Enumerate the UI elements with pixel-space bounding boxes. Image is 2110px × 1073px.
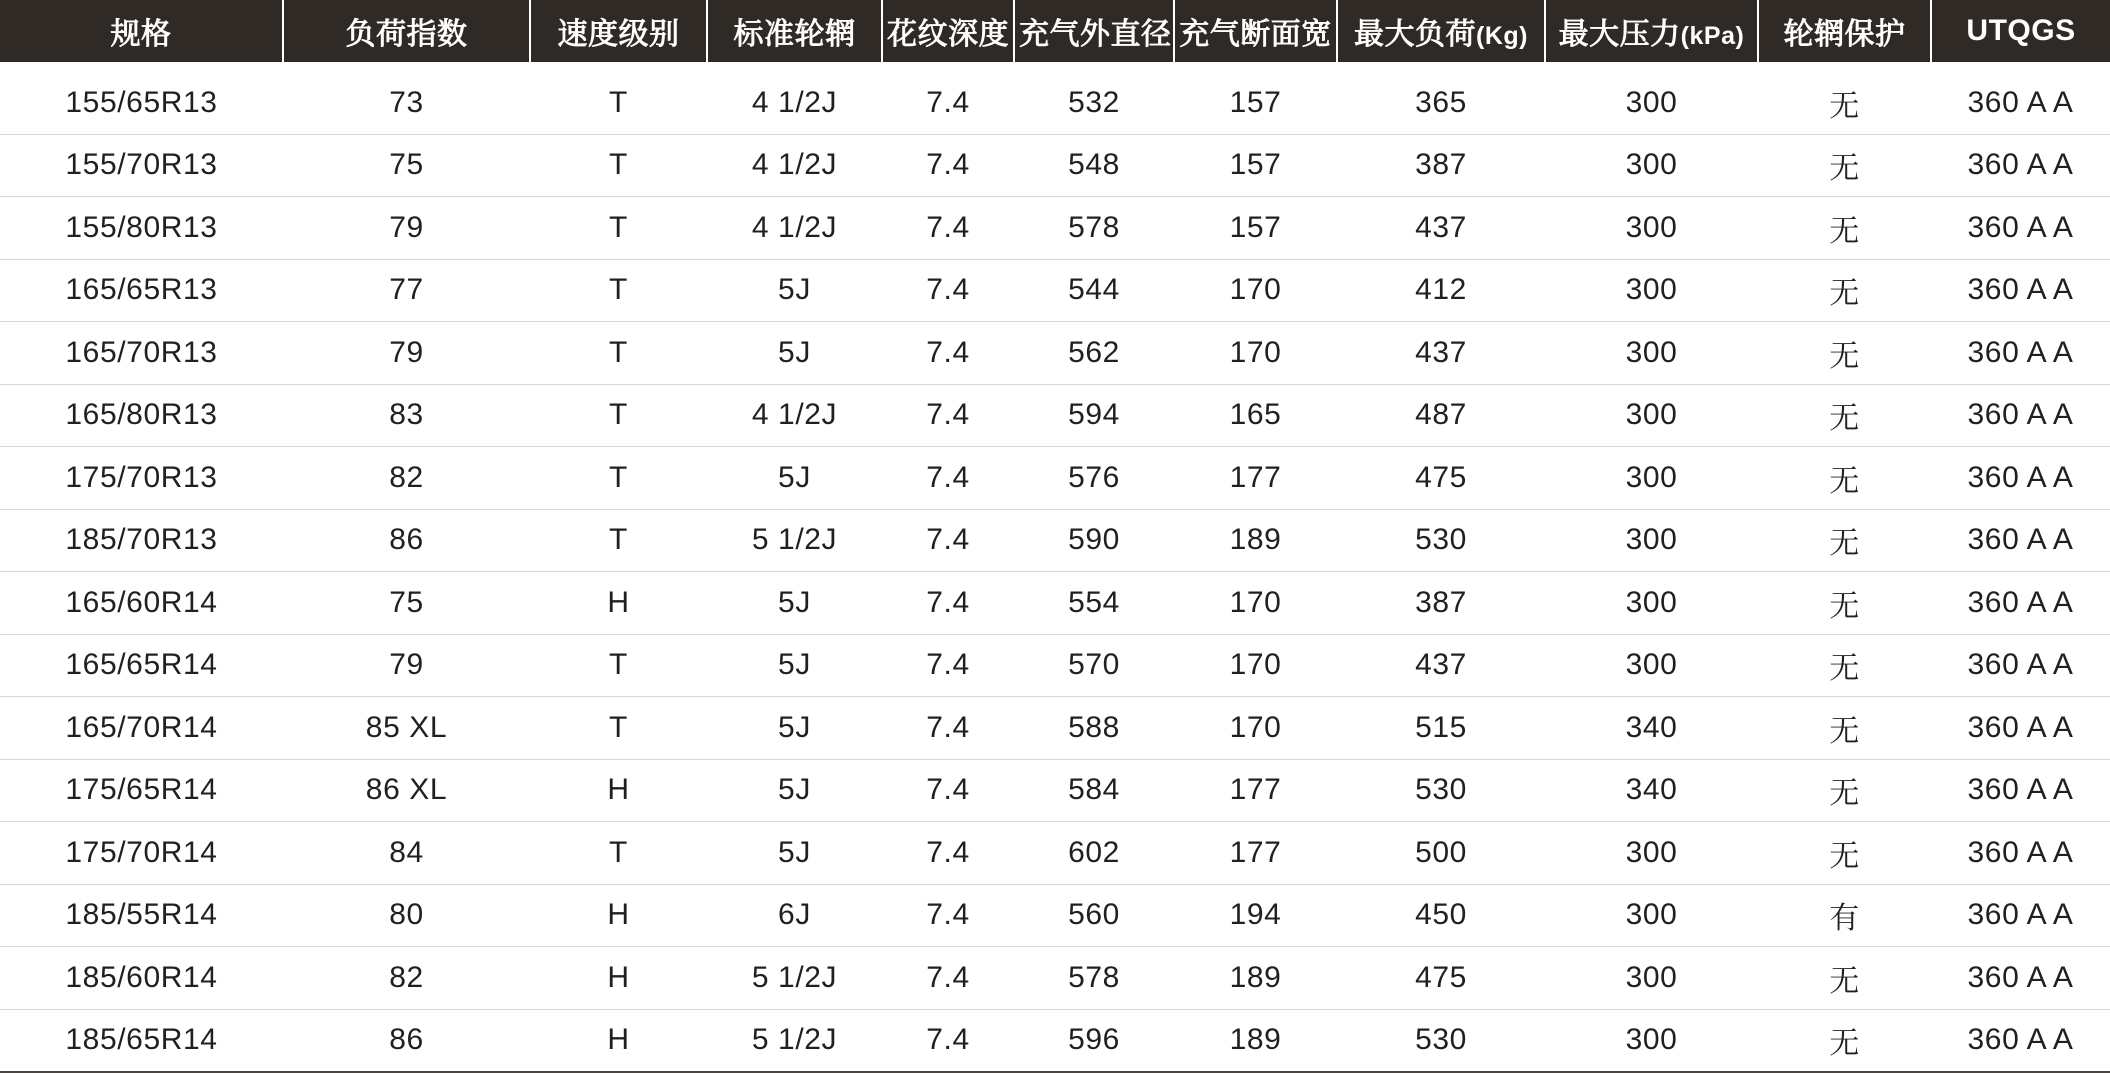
- table-cell: 300: [1545, 259, 1758, 322]
- table-cell: 532: [1014, 72, 1174, 134]
- table-cell: 无: [1758, 509, 1931, 572]
- table-cell: 300: [1545, 822, 1758, 885]
- table-cell: 170: [1174, 697, 1337, 760]
- table-cell: 450: [1337, 884, 1545, 947]
- table-cell: 554: [1014, 572, 1174, 635]
- table-cell: 487: [1337, 384, 1545, 447]
- table-cell: 594: [1014, 384, 1174, 447]
- table-cell: 300: [1545, 884, 1758, 947]
- column-header-label: 速度级别: [557, 18, 680, 51]
- table-cell: 85 XL: [283, 697, 530, 760]
- column-header-0: [0, 0, 283, 62]
- table-row: [0, 697, 2110, 760]
- table-cell: 360 A A: [1931, 259, 2110, 322]
- column-header-label: 花纹深度: [887, 18, 1009, 51]
- table-cell: 602: [1014, 822, 1174, 885]
- table-cell: 7.4: [882, 634, 1014, 697]
- table-cell: 4 1/2J: [707, 384, 882, 447]
- table-cell: T: [530, 697, 707, 760]
- table-cell: 570: [1014, 634, 1174, 697]
- table-cell: 7.4: [882, 697, 1014, 760]
- table-spacer-cell: [0, 62, 283, 72]
- table-spacer-cell: [530, 62, 707, 72]
- table-cell: 5J: [707, 697, 882, 760]
- table-cell: 548: [1014, 134, 1174, 197]
- table-cell: 300: [1545, 572, 1758, 635]
- table-cell: 7.4: [882, 759, 1014, 822]
- table-cell: 360 A A: [1931, 759, 2110, 822]
- table-cell: 300: [1545, 322, 1758, 385]
- table-cell: 360 A A: [1931, 384, 2110, 447]
- table-cell: H: [530, 1009, 707, 1072]
- table-cell: 157: [1174, 134, 1337, 197]
- table-cell: H: [530, 759, 707, 822]
- column-header-label: 充气断面宽: [1179, 18, 1332, 51]
- table-cell: 185/70R13: [0, 509, 283, 572]
- table-cell: 562: [1014, 322, 1174, 385]
- table-cell: 530: [1337, 1009, 1545, 1072]
- table-cell: 300: [1545, 947, 1758, 1010]
- table-cell: 300: [1545, 447, 1758, 510]
- table-cell: 185/60R14: [0, 947, 283, 1010]
- table-cell: 155/70R13: [0, 134, 283, 197]
- table-cell: 360 A A: [1931, 72, 2110, 134]
- table-cell: 7.4: [882, 447, 1014, 510]
- table-cell: 300: [1545, 384, 1758, 447]
- table-cell: 300: [1545, 197, 1758, 260]
- table-cell: 588: [1014, 697, 1174, 760]
- table-cell: 75: [283, 134, 530, 197]
- table-cell: 7.4: [882, 134, 1014, 197]
- table-cell: 500: [1337, 822, 1545, 885]
- table-cell: 7.4: [882, 884, 1014, 947]
- table-cell: 360 A A: [1931, 134, 2110, 197]
- table-cell: 155/80R13: [0, 197, 283, 260]
- table-cell: 437: [1337, 322, 1545, 385]
- table-cell: 300: [1545, 634, 1758, 697]
- table-cell: H: [530, 947, 707, 1010]
- column-header-unit: (kPa): [1680, 22, 1745, 50]
- column-header-unit: (Kg): [1476, 22, 1528, 50]
- column-header-label: 规格: [110, 18, 172, 51]
- table-row: [0, 759, 2110, 822]
- table-cell: 590: [1014, 509, 1174, 572]
- table-cell: 387: [1337, 572, 1545, 635]
- table-cell: 无: [1758, 572, 1931, 635]
- table-cell: 165/80R13: [0, 384, 283, 447]
- table-cell: 177: [1174, 759, 1337, 822]
- table-cell: 189: [1174, 947, 1337, 1010]
- table-cell: 194: [1174, 884, 1337, 947]
- table-cell: 5J: [707, 259, 882, 322]
- table-cell: 7.4: [882, 947, 1014, 1010]
- table-cell: 175/70R13: [0, 447, 283, 510]
- table-cell: 340: [1545, 697, 1758, 760]
- table-row: [0, 947, 2110, 1010]
- table-spacer-cell: [1337, 62, 1545, 72]
- table-cell: 4 1/2J: [707, 72, 882, 134]
- table-cell: 360 A A: [1931, 947, 2110, 1010]
- table-cell: T: [530, 822, 707, 885]
- table-cell: 无: [1758, 447, 1931, 510]
- column-header-label: 标准轮辋: [733, 18, 856, 51]
- table-cell: 530: [1337, 759, 1545, 822]
- table-cell: 175/70R14: [0, 822, 283, 885]
- table-cell: 7.4: [882, 572, 1014, 635]
- table-spacer-row: [0, 62, 2110, 72]
- table-cell: 73: [283, 72, 530, 134]
- table-row: [0, 134, 2110, 197]
- table-cell: 360 A A: [1931, 197, 2110, 260]
- table-cell: 155/65R13: [0, 72, 283, 134]
- table-cell: T: [530, 509, 707, 572]
- table-cell: 300: [1545, 72, 1758, 134]
- table-cell: 300: [1545, 134, 1758, 197]
- column-header-4: [882, 0, 1014, 62]
- table-cell: T: [530, 197, 707, 260]
- table-cell: 86: [283, 1009, 530, 1072]
- table-cell: 80: [283, 884, 530, 947]
- table-spacer-cell: [1545, 62, 1758, 72]
- table-cell: 185/55R14: [0, 884, 283, 947]
- table-cell: 412: [1337, 259, 1545, 322]
- table-row: [0, 572, 2110, 635]
- table-cell: 4 1/2J: [707, 197, 882, 260]
- table-cell: 578: [1014, 197, 1174, 260]
- table-cell: 7.4: [882, 259, 1014, 322]
- table-row: [0, 822, 2110, 885]
- table-cell: 165/70R14: [0, 697, 283, 760]
- table-cell: 175/65R14: [0, 759, 283, 822]
- table-cell: 170: [1174, 634, 1337, 697]
- table-row: [0, 447, 2110, 510]
- table-cell: 5 1/2J: [707, 1009, 882, 1072]
- table-cell: 437: [1337, 634, 1545, 697]
- table-cell: 475: [1337, 947, 1545, 1010]
- table-cell: T: [530, 447, 707, 510]
- table-cell: 360 A A: [1931, 1009, 2110, 1072]
- table-cell: 7.4: [882, 197, 1014, 260]
- column-header-1: [283, 0, 530, 62]
- table-cell: 300: [1545, 1009, 1758, 1072]
- table-cell: 无: [1758, 72, 1931, 134]
- table-cell: 7.4: [882, 822, 1014, 885]
- table-cell: 165/65R13: [0, 259, 283, 322]
- table-cell: 7.4: [882, 322, 1014, 385]
- table-cell: 86: [283, 509, 530, 572]
- table-cell: T: [530, 72, 707, 134]
- table-spacer-cell: [1174, 62, 1337, 72]
- column-header-label: 最大压力: [1558, 18, 1681, 51]
- table-cell: 7.4: [882, 72, 1014, 134]
- table-cell: 475: [1337, 447, 1545, 510]
- column-header-8: [1545, 0, 1758, 62]
- table-cell: 无: [1758, 134, 1931, 197]
- table-cell: 无: [1758, 1009, 1931, 1072]
- table-cell: 360 A A: [1931, 447, 2110, 510]
- table-cell: 170: [1174, 322, 1337, 385]
- table-cell: 7.4: [882, 1009, 1014, 1072]
- table-cell: 无: [1758, 697, 1931, 760]
- table-cell: 82: [283, 947, 530, 1010]
- table-cell: 584: [1014, 759, 1174, 822]
- table-cell: 6J: [707, 884, 882, 947]
- table-cell: 有: [1758, 884, 1931, 947]
- table-cell: 无: [1758, 259, 1931, 322]
- table-spacer-cell: [707, 62, 882, 72]
- table-cell: 157: [1174, 197, 1337, 260]
- column-header-2: [530, 0, 707, 62]
- table-cell: 177: [1174, 822, 1337, 885]
- table-cell: 5 1/2J: [707, 947, 882, 1010]
- table-spacer-cell: [283, 62, 530, 72]
- table-cell: T: [530, 634, 707, 697]
- table-cell: 576: [1014, 447, 1174, 510]
- table-body: [0, 62, 2110, 1072]
- table-cell: 4 1/2J: [707, 134, 882, 197]
- table-header: [0, 0, 2110, 62]
- table-cell: T: [530, 259, 707, 322]
- table-cell: 5J: [707, 822, 882, 885]
- table-row: [0, 1009, 2110, 1072]
- table-cell: 177: [1174, 447, 1337, 510]
- table-cell: 360 A A: [1931, 509, 2110, 572]
- table-cell: 无: [1758, 947, 1931, 1010]
- table-spacer-cell: [1014, 62, 1174, 72]
- table-cell: 无: [1758, 384, 1931, 447]
- table-spacer-cell: [1931, 62, 2110, 72]
- table-cell: 157: [1174, 72, 1337, 134]
- table-cell: 5J: [707, 759, 882, 822]
- table-cell: 560: [1014, 884, 1174, 947]
- table-cell: T: [530, 384, 707, 447]
- table-cell: 365: [1337, 72, 1545, 134]
- table-cell: 387: [1337, 134, 1545, 197]
- table-cell: 578: [1014, 947, 1174, 1010]
- table-cell: H: [530, 572, 707, 635]
- table-cell: 165: [1174, 384, 1337, 447]
- table-cell: 5J: [707, 322, 882, 385]
- table-cell: 360 A A: [1931, 697, 2110, 760]
- table-cell: 75: [283, 572, 530, 635]
- table-row: [0, 197, 2110, 260]
- table-row: [0, 322, 2110, 385]
- table-cell: 170: [1174, 259, 1337, 322]
- column-header-7: [1337, 0, 1545, 62]
- table-cell: 360 A A: [1931, 884, 2110, 947]
- table-cell: 360 A A: [1931, 322, 2110, 385]
- table-cell: 437: [1337, 197, 1545, 260]
- table-cell: 165/65R14: [0, 634, 283, 697]
- table-cell: 530: [1337, 509, 1545, 572]
- table-cell: 360 A A: [1931, 572, 2110, 635]
- column-header-9: [1758, 0, 1931, 62]
- table-cell: 515: [1337, 697, 1545, 760]
- table-cell: 86 XL: [283, 759, 530, 822]
- table-row: [0, 634, 2110, 697]
- table-cell: 79: [283, 322, 530, 385]
- column-header-label: 充气外直径: [1019, 18, 1172, 51]
- table-cell: 无: [1758, 197, 1931, 260]
- column-header-label: 轮辋保护: [1783, 18, 1906, 51]
- table-cell: 165/60R14: [0, 572, 283, 635]
- table-cell: 360 A A: [1931, 822, 2110, 885]
- table-cell: 77: [283, 259, 530, 322]
- table-row: [0, 259, 2110, 322]
- table-spacer-cell: [1758, 62, 1931, 72]
- table-cell: 544: [1014, 259, 1174, 322]
- table-row: [0, 509, 2110, 572]
- table-cell: 84: [283, 822, 530, 885]
- table-cell: 无: [1758, 759, 1931, 822]
- table-cell: 360 A A: [1931, 634, 2110, 697]
- table-cell: 无: [1758, 322, 1931, 385]
- table-cell: 无: [1758, 822, 1931, 885]
- column-header-10: [1931, 0, 2110, 62]
- table-cell: 300: [1545, 509, 1758, 572]
- table-row: [0, 884, 2110, 947]
- table-row: [0, 72, 2110, 134]
- table-cell: T: [530, 134, 707, 197]
- table-cell: T: [530, 322, 707, 385]
- column-header-label: 最大负荷: [1354, 18, 1476, 51]
- column-header-5: [1014, 0, 1174, 62]
- table-cell: 596: [1014, 1009, 1174, 1072]
- table-cell: 5 1/2J: [707, 509, 882, 572]
- table-spacer-cell: [882, 62, 1014, 72]
- table-cell: 165/70R13: [0, 322, 283, 385]
- table-cell: 170: [1174, 572, 1337, 635]
- table-cell: 83: [283, 384, 530, 447]
- column-header-3: [707, 0, 882, 62]
- table-cell: 189: [1174, 509, 1337, 572]
- table-cell: 185/65R14: [0, 1009, 283, 1072]
- column-header-label: UTQGS: [1966, 14, 2076, 47]
- table-row: [0, 384, 2110, 447]
- table-cell: 5J: [707, 572, 882, 635]
- table-cell: 7.4: [882, 509, 1014, 572]
- table-header-row: [0, 0, 2110, 62]
- table-cell: 5J: [707, 447, 882, 510]
- column-header-label: 负荷指数: [345, 18, 468, 51]
- table-cell: H: [530, 884, 707, 947]
- table-cell: 7.4: [882, 384, 1014, 447]
- table-cell: 82: [283, 447, 530, 510]
- column-header-6: [1174, 0, 1337, 62]
- table-cell: 79: [283, 634, 530, 697]
- table-cell: 79: [283, 197, 530, 260]
- table-cell: 340: [1545, 759, 1758, 822]
- table-cell: 5J: [707, 634, 882, 697]
- table-cell: 189: [1174, 1009, 1337, 1072]
- table-cell: 无: [1758, 634, 1931, 697]
